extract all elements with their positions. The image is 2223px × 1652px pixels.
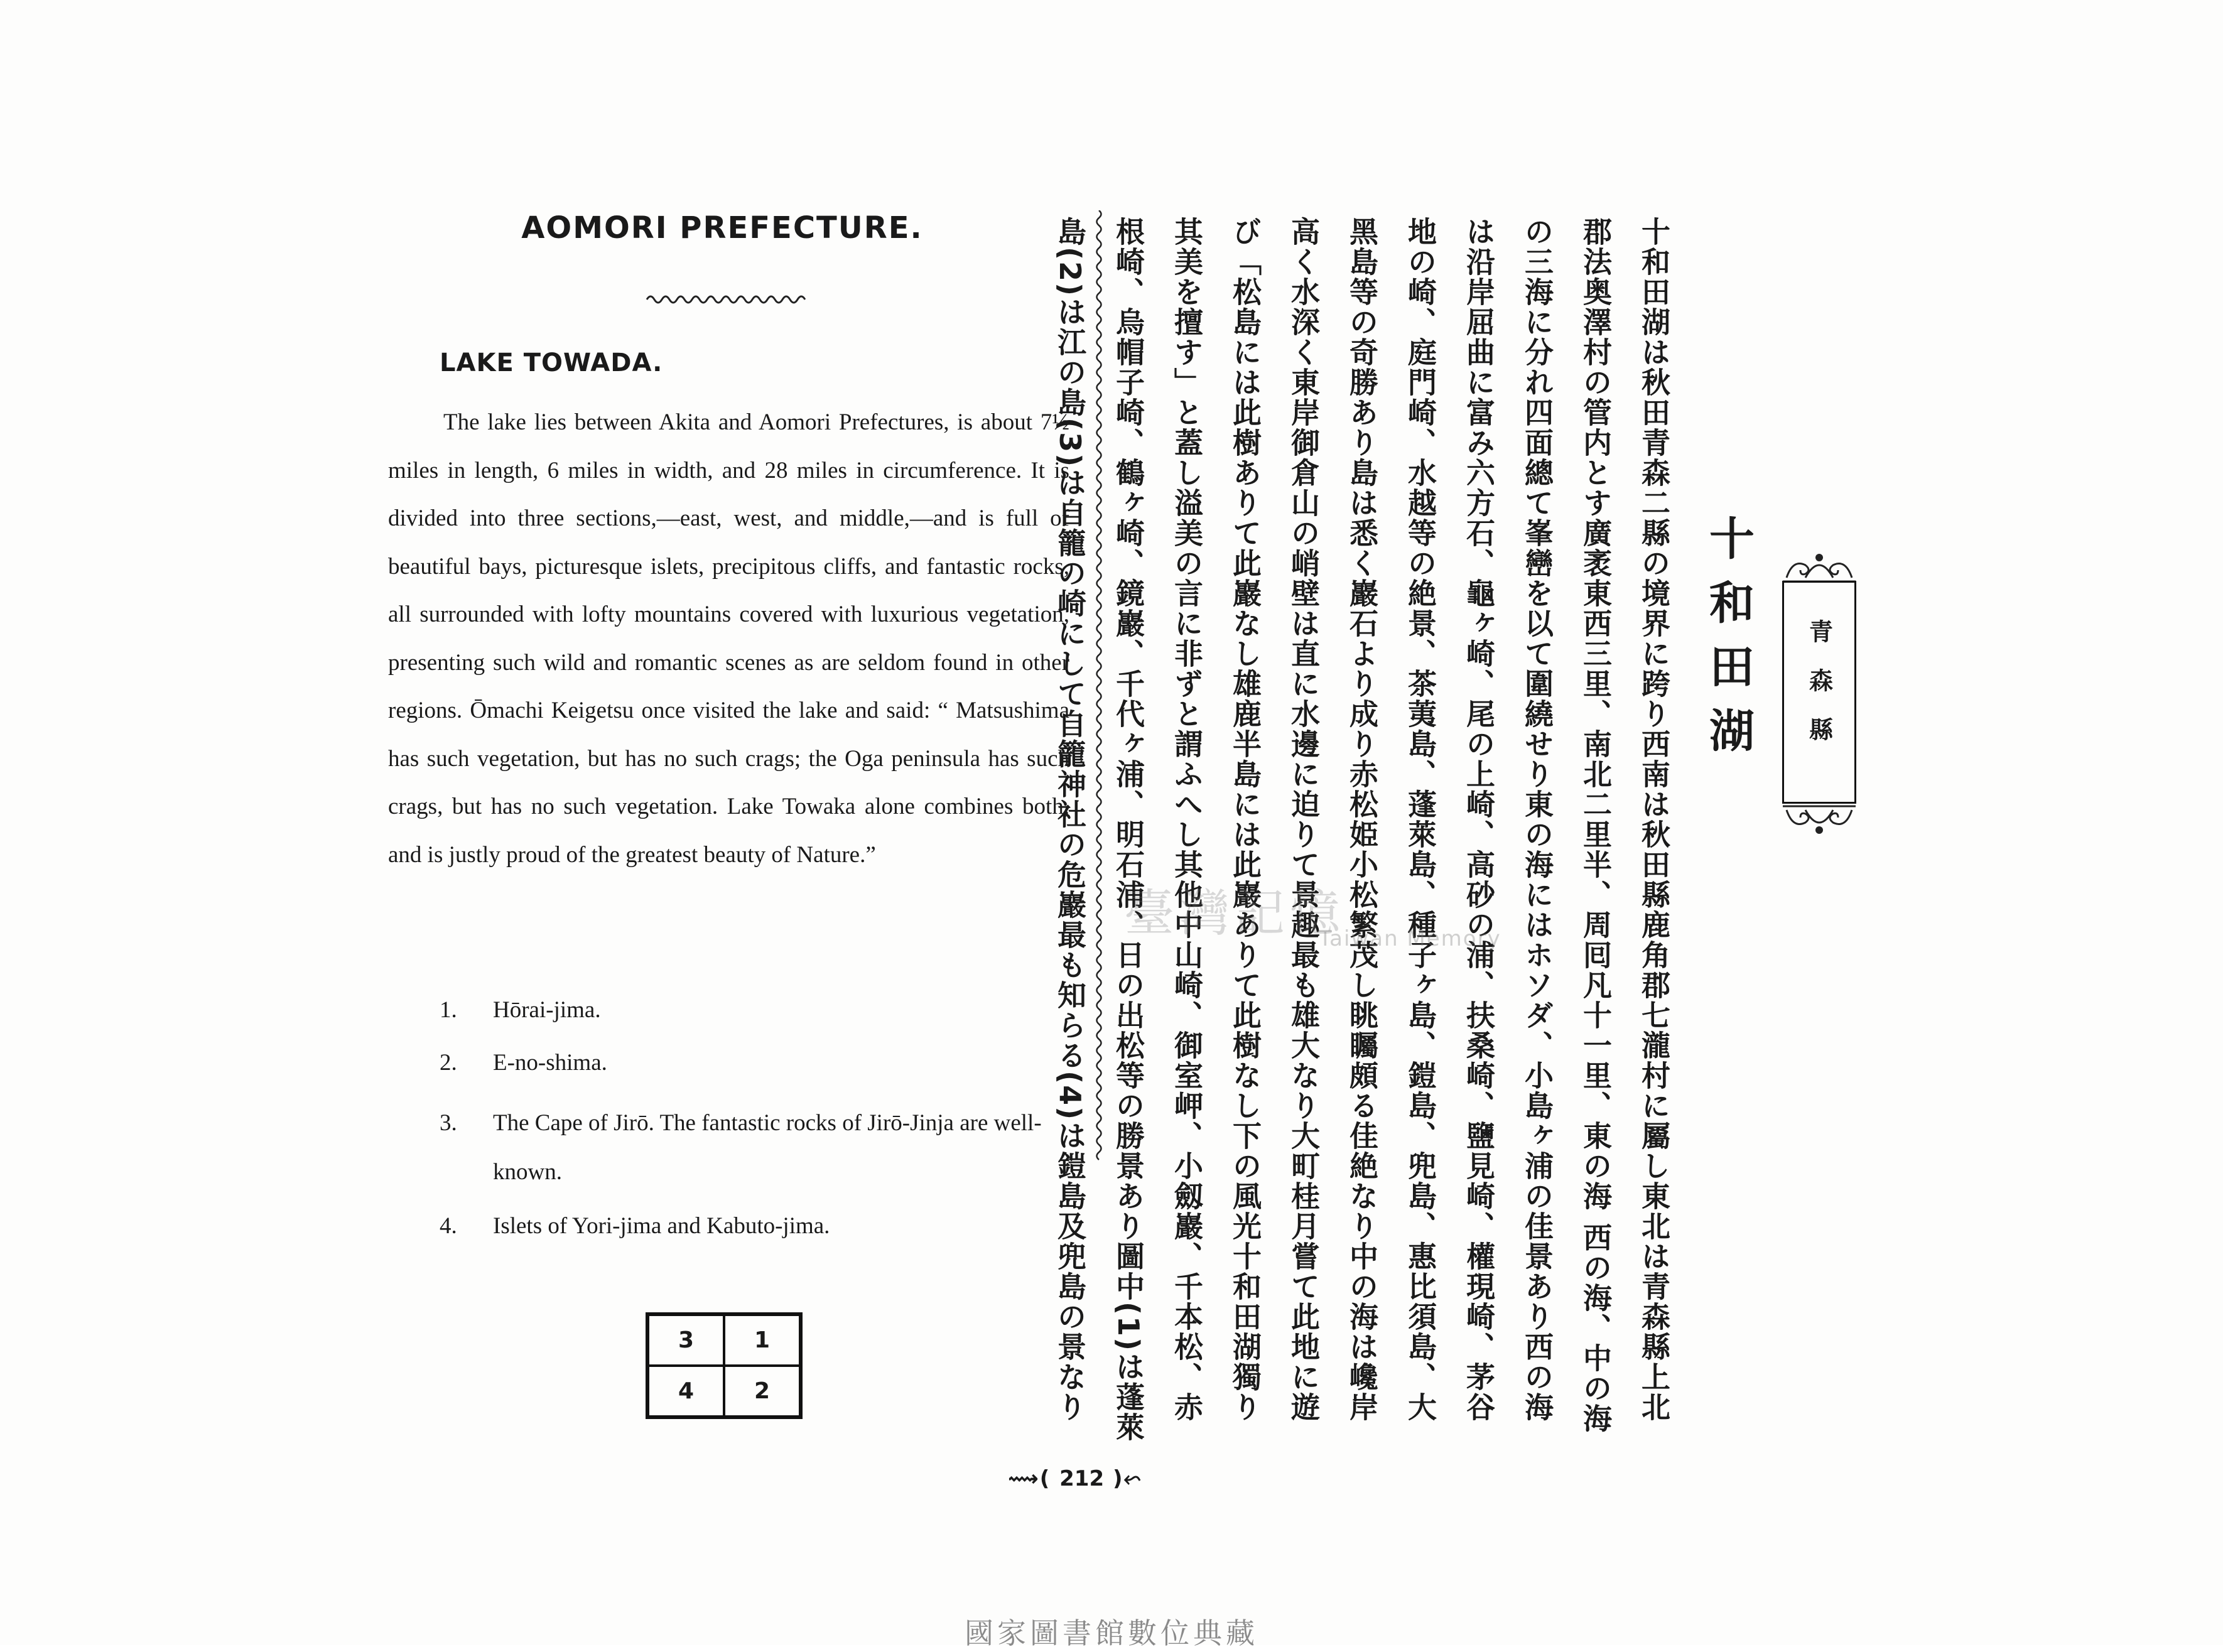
page-number-left-ornament: ⟿( bbox=[1008, 1466, 1060, 1491]
item-text: The Cape of Jirō. The fantastic rocks of Jirō-Jinja are well-known. bbox=[493, 1110, 1042, 1185]
photo-caption-list bbox=[440, 986, 1071, 1251]
item-number: 3. bbox=[440, 1110, 457, 1136]
prefecture-label bbox=[1782, 581, 1856, 804]
page-number-value: 212 bbox=[1059, 1466, 1105, 1491]
grid-cell: 1 bbox=[724, 1315, 800, 1366]
grid-cell: 2 bbox=[724, 1366, 800, 1417]
grid-cell: 4 bbox=[648, 1366, 724, 1417]
description-paragraph: The lake lies between Akita and Aomori Prefectures, is about 7½ miles in length, 6 miles in width, and 28 miles in circumference. It is divided into three sections,—east, west, and middle,—and is full of beautiful bays, picturesque islets, precipitous cliffs, and fantastic rocks, all surrounded with lofty mountains covered with luxurious vegetation, presenting such wild and romantic scenes as are seldom found in other regions. Ōmachi Keigetsu once visited the lake and said: “ Matsushima has such vegetation, but has no such crags; the Oga peninsula has such crags, but has no such vegetation. Lake Towaka alone combines both, and is justly proud of the greatest beauty of Nature.” bbox=[388, 409, 1069, 868]
library-footer: 國家圖書館數位典藏 bbox=[965, 1616, 1258, 1650]
section-heading: LAKE TOWADA. bbox=[440, 348, 663, 377]
japanese-heading: 十和田湖 bbox=[1702, 515, 1755, 771]
title-ornament-squiggle bbox=[644, 292, 807, 307]
page-number-right-ornament: )⬿ bbox=[1104, 1466, 1142, 1491]
list-item bbox=[440, 1099, 1071, 1197]
ornament-bottom-icon bbox=[1780, 804, 1858, 841]
japanese-body-text: 十和田湖は秋田青森二縣の境界に跨り西南は秋田縣鹿角郡七瀧村に屬し東北は青森縣上北郡法奥澤村の管内とす廣袤東西三里、南北二里半、周囘凡十一里、東の海 西の海、中の海の三海に分れ四面總て峯巒を以て圍繞せり東の海にはホソダ、小島ヶ浦の佳景あり西の海は沿岸屈曲に富み六方石、龜ヶ崎、尾の上崎、高砂の浦、扶桑崎、鹽見崎、權現崎、茅谷地の崎、庭門崎、水越等の絶景、茶荑島、蓬萊島、種子ヶ島、鎧島、兜島、惠比須島、大黑島等の奇勝あり島は悉く巖石より成り赤松姫小松繁茂し眺矚頗る佳絶なり中の海は巉岸高く水深く東岸御倉山の峭壁は直に水邊に迫りて景趣最も雄大なり大町桂月嘗て此地に遊び「松島には此樹ありて此巖なし雄鹿半島には此巖ありて此樹なし下の風光十和田湖獨り其美を擅す」と蓋し溢美の言に非ずと謂ふへし其他中山崎、御室岬、小劔巖、千本松、赤根崎、烏帽子崎、鶴ヶ崎、鏡巖、千代ヶ浦、明石浦、日の出松等の勝景あり圖中(1)は蓬萊島(2)は江の島(3)は自籠の崎にして自籠神社の危巖最も知らる(4)は鎧島及兜島の景なり bbox=[1053, 217, 1671, 1443]
item-text: E-no-shima. bbox=[493, 1050, 607, 1076]
ornament-top-icon bbox=[1780, 546, 1858, 584]
prefecture-label-text: 青森縣 bbox=[1805, 618, 1833, 766]
item-number: 1. bbox=[440, 997, 457, 1023]
item-text: Islets of Yori-jima and Kabuto-jima. bbox=[493, 1213, 830, 1239]
watermark: 臺灣記憶 bbox=[1124, 884, 1345, 942]
page-number bbox=[1008, 1466, 1142, 1491]
photo-index-grid bbox=[646, 1312, 803, 1419]
item-number: 4. bbox=[440, 1213, 457, 1239]
list-item bbox=[440, 986, 1071, 1035]
list-item bbox=[440, 1202, 1071, 1251]
list-item bbox=[440, 1039, 1071, 1088]
item-text: Hōrai-jima. bbox=[493, 997, 601, 1023]
item-number: 2. bbox=[440, 1050, 457, 1076]
grid-cell: 3 bbox=[648, 1315, 724, 1366]
watermark-subtext: Taiwan Memory bbox=[1319, 926, 1501, 951]
page-title: AOMORI PREFECTURE. bbox=[521, 210, 923, 246]
